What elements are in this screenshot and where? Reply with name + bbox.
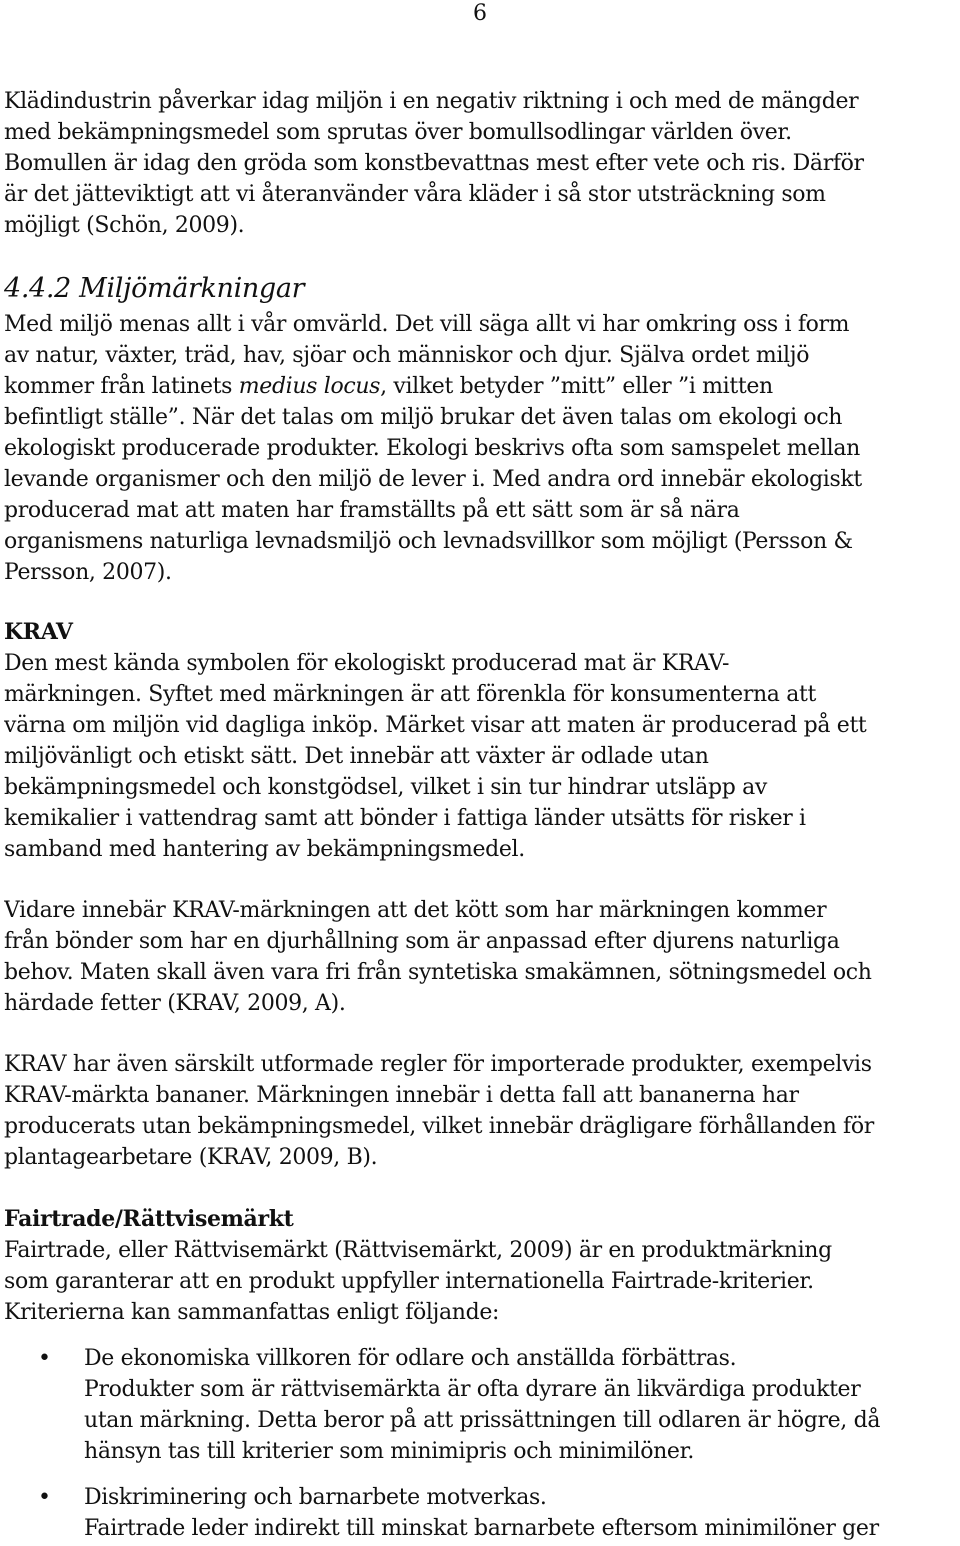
text-line: behov. Maten skall även vara fri från syntetiska smakämnen, sötningsmedel och xyxy=(4,960,872,985)
text-line: plantagearbetare (KRAV, 2009, B). xyxy=(4,1145,378,1170)
section-heading-fairtrade: Fairtrade/Rättvisemärkt xyxy=(4,1206,294,1232)
latin-term: medius locus xyxy=(238,374,381,399)
text-line: ekologiskt producerade produkter. Ekologi beskrivs ofta som samspelet mellan xyxy=(4,436,860,461)
text-line: producerats utan bekämpningsmedel, vilket innebär drägligare förhållanden för xyxy=(4,1114,874,1139)
text-line: av natur, växter, träd, hav, sjöar och människor och djur. Själva ordet miljö xyxy=(4,343,810,368)
intro-paragraph xyxy=(4,86,956,241)
text-line: organismens naturliga levnadsmiljö och levnadsvillkor som möjligt (Persson & xyxy=(4,529,853,554)
text-line: hänsyn tas till kriterier som minimipris och minimilöner. xyxy=(84,1439,694,1464)
text-line: Bomullen är idag den gröda som konstbevattnas mest efter vete och ris. Därför xyxy=(4,151,864,176)
text-line: är det jätteviktigt att vi återanvänder våra kläder i så stor utsträckning som xyxy=(4,182,826,207)
text-line: märkningen. Syftet med märkningen är att förenkla för konsumenterna att xyxy=(4,682,816,707)
text-line: Fairtrade leder indirekt till minskat barnarbete eftersom minimilöner ger xyxy=(84,1516,879,1541)
text-line: utan märkning. Detta beror på att prissättningen till odlaren är högre, då xyxy=(84,1408,881,1433)
miljo-paragraph xyxy=(4,309,956,588)
text-line: från bönder som har en djurhållning som är anpassad efter djurens naturliga xyxy=(4,929,840,954)
krav-paragraph-1 xyxy=(4,648,956,865)
text-line: härdade fetter (KRAV, 2009, A). xyxy=(4,991,346,1016)
text-line: Klädindustrin påverkar idag miljön i en negativ riktning i och med de mängder xyxy=(4,89,859,114)
text-line: Diskriminering och barnarbete motverkas. xyxy=(84,1485,547,1510)
text-line: som garanterar att en produkt uppfyller internationella Fairtrade-kriterier. xyxy=(4,1269,814,1294)
section-heading-miljomarkningar: 4.4.2 Miljömärkningar xyxy=(4,273,305,304)
bullet-icon: • xyxy=(38,1485,51,1510)
text-line: befintligt ställe”. När det talas om miljö brukar det även talas om ekologi och xyxy=(4,405,843,430)
text-line: Med miljö menas allt i vår omvärld. Det vill säga allt vi har omkring oss i form xyxy=(4,312,850,337)
text-span: kommer från latinets xyxy=(4,374,239,399)
fairtrade-intro xyxy=(4,1235,956,1328)
krav-paragraph-3 xyxy=(4,1049,956,1173)
bullet-icon: • xyxy=(38,1346,51,1371)
text-line: KRAV-märkta bananer. Märkningen innebär i detta fall att bananerna har xyxy=(4,1083,799,1108)
text-line xyxy=(4,371,956,402)
list-item xyxy=(84,1482,960,1544)
krav-paragraph-2 xyxy=(4,895,956,1019)
text-line: bekämpningsmedel och konstgödsel, vilket i sin tur hindrar utsläpp av xyxy=(4,775,767,800)
text-line: producerad mat att maten har framställts på ett sätt som är så nära xyxy=(4,498,740,523)
text-line: möjligt (Schön, 2009). xyxy=(4,213,245,238)
text-span: , vilket betyder ”mitt” eller ”i mitten xyxy=(380,374,773,399)
text-line: värna om miljön vid dagliga inköp. Märket visar att maten är producerad på ett xyxy=(4,713,867,738)
section-heading-krav: KRAV xyxy=(4,619,73,645)
text-line: med bekämpningsmedel som sprutas över bomullsodlingar världen över. xyxy=(4,120,792,145)
text-line: samband med hantering av bekämpningsmedel. xyxy=(4,837,525,862)
list-item xyxy=(84,1343,960,1467)
page-number: 6 xyxy=(473,1,487,26)
text-line: Den mest kända symbolen för ekologiskt producerad mat är KRAV- xyxy=(4,651,730,676)
text-line: Fairtrade, eller Rättvisemärkt (Rättvisemärkt, 2009) är en produktmärkning xyxy=(4,1238,832,1263)
text-line: levande organismer och den miljö de lever i. Med andra ord innebär ekologiskt xyxy=(4,467,862,492)
text-line: Vidare innebär KRAV-märkningen att det kött som har märkningen kommer xyxy=(4,898,827,923)
text-line: miljövänligt och etiskt sätt. Det innebär att växter är odlade utan xyxy=(4,744,709,769)
text-line: De ekonomiska villkoren för odlare och anställda förbättras. xyxy=(84,1346,737,1371)
text-line: Produkter som är rättvisemärkta är ofta dyrare än likvärdiga produkter xyxy=(84,1377,861,1402)
text-line: kemikalier i vattendrag samt att bönder i fattiga länder utsätts för risker i xyxy=(4,806,806,831)
text-line: Kriterierna kan sammanfattas enligt följande: xyxy=(4,1300,500,1325)
text-line: KRAV har även särskilt utformade regler för importerade produkter, exempelvis xyxy=(4,1052,872,1077)
text-line: Persson, 2007). xyxy=(4,560,172,585)
